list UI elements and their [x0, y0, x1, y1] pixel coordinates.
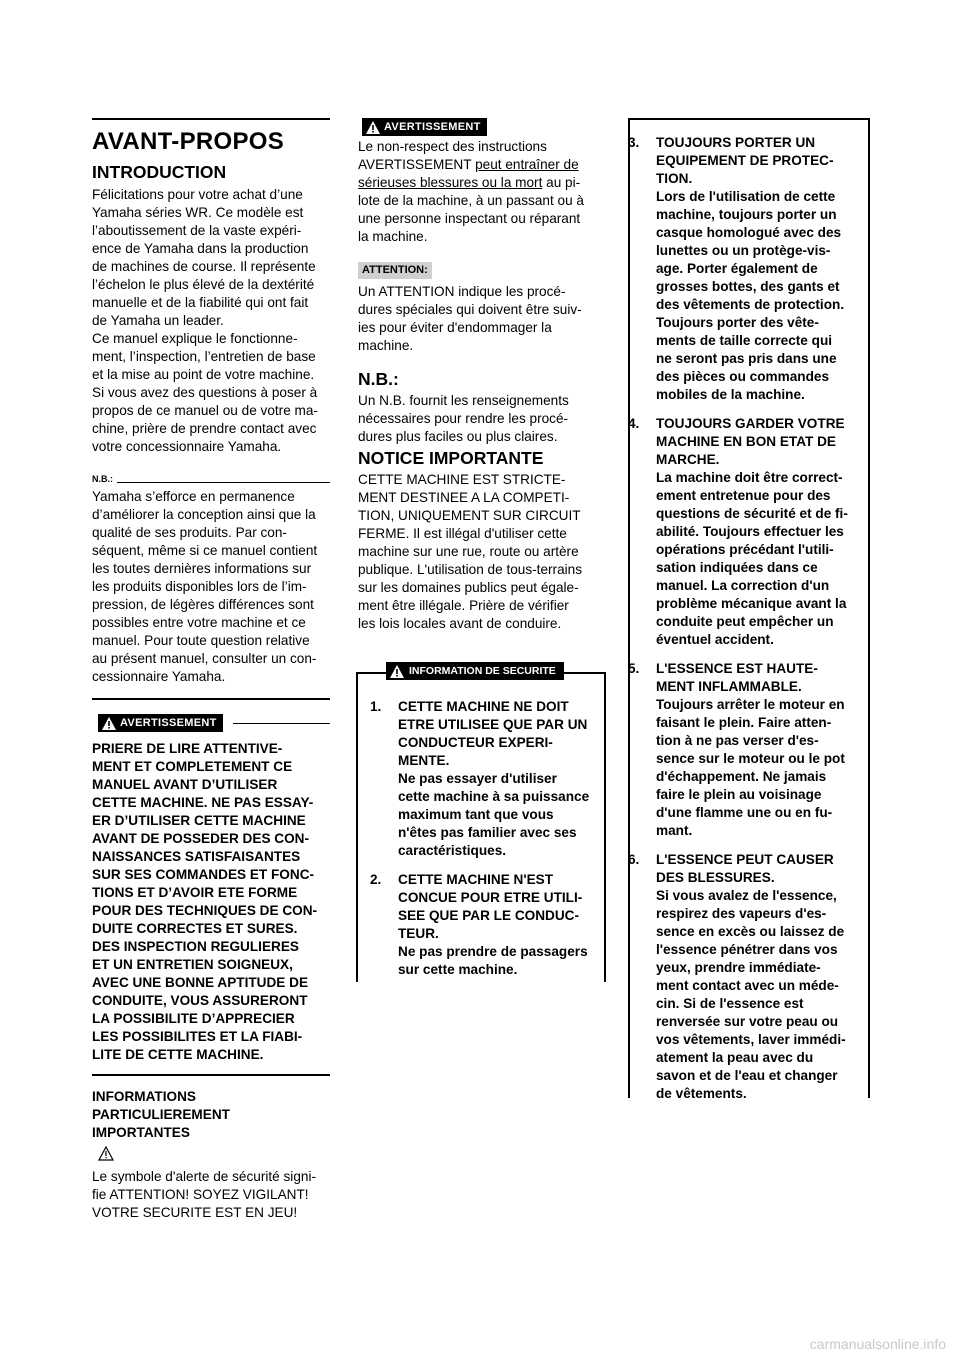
item-line: sation indiquées dans ce — [656, 560, 818, 575]
safety-list — [370, 698, 594, 990]
item-body — [656, 134, 870, 404]
item-body — [656, 660, 870, 840]
attention-badge: ATTENTION: — [358, 262, 432, 279]
item-body — [656, 415, 870, 649]
item-line: manuel. La correction d'un — [656, 578, 830, 593]
nb-line: dures plus faciles ou plus claires. — [358, 429, 558, 444]
info-line: VOTRE SECURITE EST EN JEU! — [92, 1205, 298, 1220]
item-line: L'ESSENCE EST HAUTE- — [656, 661, 818, 676]
safety-item — [628, 660, 870, 840]
item-line: grosses bottes, des gants et — [656, 279, 840, 294]
warning-line: LES POSSIBILITES ET LA FIABI- — [92, 1029, 303, 1044]
nb-label: N.B.: — [92, 474, 113, 484]
notice-line: TION, UNIQUEMENT SUR CIRCUIT — [358, 508, 581, 523]
warning-line: AVEC UNE BONNE APTITUDE DE — [92, 975, 309, 990]
column-2 — [358, 118, 602, 633]
item-line: L'ESSENCE PEUT CAUSER — [656, 852, 834, 867]
item-line: MARCHE. — [656, 452, 720, 467]
item-line: CETTE MACHINE N'EST — [398, 872, 554, 887]
item-line: opérations précédant l'utili- — [656, 542, 834, 557]
item-body — [398, 698, 594, 860]
intro-line: chine, prière de prendre contact avec — [92, 421, 317, 436]
item-line: vos vêtements, laver immédi- — [656, 1032, 846, 1047]
item-line: Toujours arrêter le moteur en — [656, 697, 845, 712]
notice-line: les lois locales avant de conduire. — [358, 616, 562, 631]
item-line: EQUIPEMENT DE PROTEC- — [656, 153, 834, 168]
item-line: sence en excès ou laissez de — [656, 924, 845, 939]
item-line: ments de taille correcte qui — [656, 333, 833, 348]
intro-line: de machines de course. Il représente — [92, 259, 316, 274]
item-line: problème mécanique avant la — [656, 596, 847, 611]
item-line: Lors de l'utilisation de cette — [656, 189, 836, 204]
warning-rest — [358, 192, 602, 246]
warning-triangle-icon — [366, 121, 380, 134]
item-line: maximum tant que vous — [398, 807, 554, 822]
warning-line: LA POSSIBILITE D’APPRECIER — [92, 1011, 295, 1026]
warning-line: SUR SES COMMANDES ET FONC- — [92, 867, 315, 882]
page-title: AVANT-PROPOS — [92, 128, 285, 155]
attention-line: ies pour éviter d'endommager la — [358, 320, 552, 335]
info-paragraph — [92, 1168, 330, 1222]
safety-item — [628, 134, 870, 404]
item-line: TEUR. — [398, 926, 439, 941]
notice-paragraph — [358, 471, 602, 633]
item-line: éventuel accident. — [656, 632, 774, 647]
item-line: DES BLESSURES. — [656, 870, 775, 885]
item-line: CONCUE POUR ETRE UTILI- — [398, 890, 583, 905]
nb-rule — [117, 482, 330, 483]
safety-box — [356, 665, 606, 982]
nb-line: séquent, même si ce manuel contient — [92, 543, 318, 558]
warning-paragraph — [92, 740, 330, 1064]
attention-line: Un ATTENTION indique les procé- — [358, 284, 566, 299]
nb-line: Un N.B. fournit les renseignements — [358, 393, 569, 408]
warning-line: LITE DE CETTE MACHINE. — [92, 1047, 264, 1062]
notice-line: MENT DESTINEE A LA COMPETI- — [358, 490, 570, 505]
item-line: respirez des vapeurs d'es- — [656, 906, 827, 921]
attention-line: machine. — [358, 338, 414, 353]
warning-header — [358, 118, 602, 136]
warning-text: au pi- — [542, 175, 581, 190]
item-line: d'une flamme une ou en fu- — [656, 805, 833, 820]
intro-line: propos de ce manuel ou de votre ma- — [92, 403, 318, 418]
intro-line: de Yamaha un leader. — [92, 313, 224, 328]
item-number: 6. — [628, 852, 640, 867]
watermark: carmanualsonline.info — [809, 1336, 946, 1352]
warning-badge-label: AVERTISSEMENT — [120, 717, 217, 729]
nb-line: pression, de légères différences sont — [92, 597, 314, 612]
item-number: 5. — [628, 661, 640, 676]
info-heading-line: IMPORTANTES — [92, 1125, 190, 1140]
notice-line: ment être illégale. Prière de vérifier — [358, 598, 569, 613]
warning-line — [358, 174, 602, 192]
intro-heading: INTRODUCTION — [92, 162, 227, 182]
item-line: sur cette machine. — [398, 962, 518, 977]
item-line: caractéristiques. — [398, 843, 507, 858]
info-line: Le symbole d'alerte de sécurité signi- — [92, 1169, 316, 1184]
notice-line: CETTE MACHINE EST STRICTE- — [358, 472, 566, 487]
warning-line: MANUEL AVANT D’UTILISER — [92, 777, 278, 792]
column-3 — [628, 134, 870, 1114]
intro-line: Yamaha séries WR. Ce modèle est — [92, 205, 304, 220]
item-line: MENTE. — [398, 753, 450, 768]
item-line: l'essence pénétrer dans vos — [656, 942, 838, 957]
notice-line: publique. L'utilisation de tous-terrains — [358, 562, 583, 577]
intro-line: votre concessionnaire Yamaha. — [92, 439, 282, 454]
warning-line: lote de la machine, à un passant ou à — [358, 193, 584, 208]
item-line: renversée sur votre peau ou — [656, 1014, 839, 1029]
nb-line: cessionnaire Yamaha. — [92, 669, 226, 684]
warning-text: AVERTISSEMENT — [358, 157, 476, 172]
item-number: 1. — [370, 699, 382, 714]
item-line: TOUJOURS GARDER VOTRE — [656, 416, 845, 431]
nb-header — [92, 470, 330, 488]
attention-line: dures spéciales qui doivent être suiv- — [358, 302, 582, 317]
warning-line: TIONS ET D’AVOIR ETE FORME — [92, 885, 298, 900]
info-heading-line: PARTICULIEREMENT — [92, 1107, 230, 1122]
warning-line: une personne inspectant ou réparant — [358, 211, 581, 226]
item-line: cette machine à sa puissance — [398, 789, 590, 804]
notice-heading: NOTICE IMPORTANTE — [358, 448, 544, 468]
column3-top-rule — [628, 118, 870, 120]
nb-line: manuel. Pour toute question relative — [92, 633, 310, 648]
nb-line: possibles entre votre machine et ce — [92, 615, 306, 630]
item-line: ne seront pas pris dans une — [656, 351, 837, 366]
item-line: faisant le plein. Faire atten- — [656, 715, 832, 730]
nb-line: qualité de ses produits. Par con- — [92, 525, 287, 540]
warning-line: CETTE MACHINE. NE PAS ESSAY- — [92, 795, 314, 810]
warning-line: CONDUITE, VOUS ASSURERONT — [92, 993, 308, 1008]
item-line: d'échappement. Ne jamais — [656, 769, 827, 784]
nb-line: Yamaha s’efforce en permanence — [92, 489, 295, 504]
safety-item — [628, 415, 870, 649]
intro-line: Si vous avez des questions à poser à — [92, 385, 318, 400]
warning-header — [92, 714, 330, 732]
item-line: sence sur le moteur ou le pot — [656, 751, 845, 766]
item-line: des pièces ou commandes — [656, 369, 830, 384]
info-heading — [92, 1088, 330, 1142]
nb-heading: N.B.: — [358, 369, 399, 389]
item-line: Toujours porter des vête- — [656, 315, 819, 330]
warning-underlined-text: sérieuses blessures ou la mort — [358, 175, 543, 190]
safety-badge — [386, 662, 564, 680]
nb-line: au présent manuel, consulter un con- — [92, 651, 317, 666]
divider — [92, 1074, 330, 1076]
intro-line: ment, l’inspection, l’entretien de base — [92, 349, 316, 364]
item-number: 3. — [628, 135, 640, 150]
item-line: La machine doit être correct- — [656, 470, 843, 485]
column-1 — [92, 118, 330, 1222]
item-line: ment contact avec un méde- — [656, 978, 839, 993]
safety-item — [370, 871, 594, 979]
notice-line: machine sur une rue, route ou artère — [358, 544, 579, 559]
info-line: fie ATTENTION! SOYEZ VIGILANT! — [92, 1187, 309, 1202]
item-line: mobiles de la machine. — [656, 387, 805, 402]
item-line: machine, toujours porter un — [656, 207, 837, 222]
safety-item — [370, 698, 594, 860]
divider — [92, 698, 330, 700]
notice-line: FERME. Il est illégal d'utiliser cette — [358, 526, 567, 541]
item-body — [398, 871, 594, 979]
warning-line: MENT ET COMPLETEMENT CE — [92, 759, 293, 774]
warning-badge — [98, 714, 223, 732]
warning-line: ER D’UTILISER CETTE MACHINE — [92, 813, 306, 828]
item-line: yeux, prendre immédiate- — [656, 960, 821, 975]
alert-triangle-icon — [98, 1146, 330, 1166]
item-line: n'êtes pas familier avec ses — [398, 825, 577, 840]
item-line: Si vous avalez de l'essence, — [656, 888, 837, 903]
nb-line: d’améliorer la conception ainsi que la — [92, 507, 316, 522]
intro-line: manuelle et de la fiabilité qui ont fait — [92, 295, 309, 310]
item-line: cin. Si de l'essence est — [656, 996, 804, 1011]
item-line: CONDUCTEUR EXPERI- — [398, 735, 553, 750]
warning-line: Le non-respect des instructions — [358, 139, 547, 154]
item-line: savon et de l'eau et changer — [656, 1068, 838, 1083]
item-line: ETRE UTILISEE QUE PAR UN — [398, 717, 588, 732]
item-line: faire le plein au voisinage — [656, 787, 822, 802]
warning-underlined-text: peut entraîner de — [475, 157, 579, 172]
item-line: de vêtements. — [656, 1086, 747, 1101]
item-line: ement entretenue pour des — [656, 488, 831, 503]
warning-line: POUR DES TECHNIQUES DE CON- — [92, 903, 318, 918]
warning-line: NAISSANCES SATISFAISANTES — [92, 849, 301, 864]
item-line: des vêtements de protection. — [656, 297, 845, 312]
intro-line: l’échelon le plus élevé de la dextérité — [92, 277, 315, 292]
nb-paragraph — [92, 488, 330, 686]
item-line: mant. — [656, 823, 693, 838]
warning-line: DUITE CORRECTES ET SURES. — [92, 921, 298, 936]
item-line: questions de sécurité et de fi- — [656, 506, 848, 521]
intro-line: l’aboutissement de la vaste expéri- — [92, 223, 302, 238]
item-line: casque homologué avec des — [656, 225, 842, 240]
item-line: abilité. Toujours effectuer les — [656, 524, 844, 539]
item-line: lunettes ou un protège-vis- — [656, 243, 831, 258]
warning-badge-label: AVERTISSEMENT — [384, 121, 481, 133]
intro-line: ence de Yamaha dans la production — [92, 241, 309, 256]
intro-line: Félicitations pour votre achat d’une — [92, 187, 303, 202]
notice-line: sur les domaines publics peut égale- — [358, 580, 579, 595]
warning-line: ET UN ENTRETIEN SOIGNEUX, — [92, 957, 293, 972]
nb-paragraph — [358, 392, 602, 446]
warning-line: la machine. — [358, 229, 428, 244]
warning-line — [358, 156, 602, 174]
item-line: CETTE MACHINE NE DOIT — [398, 699, 569, 714]
item-line: MACHINE EN BON ETAT DE — [656, 434, 836, 449]
warning-triangle-icon — [102, 717, 116, 730]
item-line: age. Porter également de — [656, 261, 818, 276]
item-line: atement la peau avec du — [656, 1050, 814, 1065]
attention-paragraph — [358, 283, 602, 355]
info-heading-line: INFORMATIONS — [92, 1089, 196, 1104]
item-line: TION. — [656, 171, 693, 186]
warning-line: AVANT DE POSSEDER DES CON- — [92, 831, 310, 846]
item-line: tion à ne pas verser d'es- — [656, 733, 819, 748]
item-line: Ne pas prendre de passagers — [398, 944, 588, 959]
item-line: Ne pas essayer d'utiliser — [398, 771, 557, 786]
item-line: conduite peut empêcher un — [656, 614, 834, 629]
warning-paragraph — [358, 138, 602, 246]
nb-line: les toutes dernières informations sur — [92, 561, 312, 576]
item-line: TOUJOURS PORTER UN — [656, 135, 816, 150]
intro-paragraph — [92, 186, 330, 456]
intro-line: Ce manuel explique le fonctionne- — [92, 331, 298, 346]
item-number: 4. — [628, 416, 640, 431]
item-number: 2. — [370, 872, 382, 887]
warning-rule — [233, 723, 330, 724]
item-line: SEE QUE PAR LE CONDUC- — [398, 908, 580, 923]
safety-item — [628, 851, 870, 1103]
item-body — [656, 851, 870, 1103]
warning-line: DES INSPECTION REGULIERES — [92, 939, 299, 954]
warning-line: PRIERE DE LIRE ATTENTIVE- — [92, 741, 283, 756]
safety-badge-label: INFORMATION DE SECURITE — [409, 665, 556, 677]
intro-line: et la mise au point de votre machine. — [92, 367, 315, 382]
nb-line: les produits disponibles lors de l’im- — [92, 579, 307, 594]
item-line: MENT INFLAMMABLE. — [656, 679, 802, 694]
nb-line: nécessaires pour rendre les procé- — [358, 411, 569, 426]
warning-triangle-icon — [390, 665, 404, 678]
warning-badge — [362, 118, 487, 136]
